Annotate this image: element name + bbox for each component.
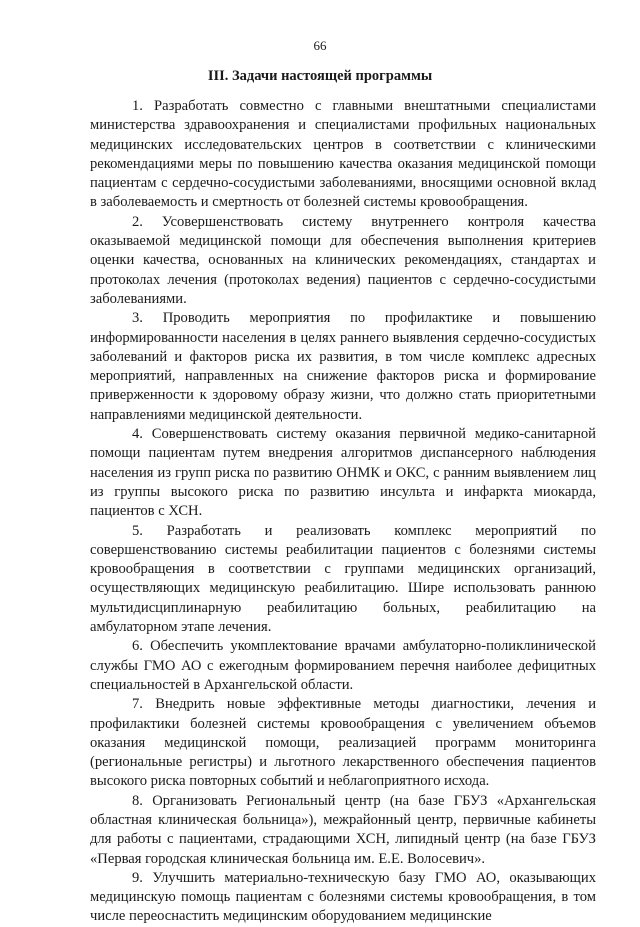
paragraph-6: 6. Обеспечить укомплектование врачами амбулаторно-поликлинической службы ГМО АО с ежегодным формированием перечня наиболее дефицитных специальностей в Архангельской области. — [90, 638, 596, 693]
paragraph-4: 4. Совершенствовать систему оказания первичной медико-санитарной помощи пациентам путем внедрения алгоритмов диспансерного наблюдения населения из групп риска по развитию ОНМК и ОКС, с ранним выявлением лиц из группы высокого риска по развитию инсульта и инфаркта миокарда, пациентов с ХСН. — [90, 426, 596, 520]
paragraph-3: 3. Проводить мероприятия по профилактике и повышению информированности населения в целях раннего выявления сердечно-сосудистых заболеваний и факторов риска их развития, в том числе комплекс адресных мероприятий, направленных на снижение факторов риска и формирование приверженности к здоровому образу жизни, что должно стать приоритетными направлениями медицинской деятельности. — [90, 310, 596, 423]
paragraph-2: 2. Усовершенствовать систему внутреннего контроля качества оказываемой медицинской помощи для обеспечения выполнения критериев оценки качества, основанных на клинических рекомендациях, стандартах и протоколах лечения (протоколах ведения) пациентов с сердечно-сосудистыми заболеваниями. — [90, 213, 596, 307]
paragraph-1: 1. Разработать совместно с главными внештатными специалистами министерства здравоохранения и специалистами профильных национальных медицинских исследовательских центров в соответствии с клиническими рекомендациями меры по повышению качества оказания медицинской помощи пациентам с сердечно-сосудистыми заболеваниями, вносящими основной вклад в заболеваемость и смертность от болезней системы кровообращения. — [90, 98, 596, 211]
paragraph-5: 5. Разработать и реализовать комплекс мероприятий по совершенствованию системы реабилитации пациентов с болезнями системы кровообращения в соответствии с группами медицинских организаций, осуществляющих медицинскую реабилитацию. Шире использовать раннюю мультидисциплинарную реабилитацию больных, реабилитацию на амбулаторном этапе лечения. — [90, 522, 596, 636]
section-title: III. Задачи настоящей программы — [207, 68, 433, 84]
document-body — [90, 97, 596, 927]
paragraph-7: 7. Внедрить новые эффективные методы диагностики, лечения и профилактики болезней системы кровообращения с увеличением объемов оказания медицинской помощи, реализацией программ мониторинга (региональные регистры) и льготного лекарственного обеспечения пациентов высокого риска повторных событий и неблагоприятного исхода. — [90, 696, 596, 790]
paragraph-9: 9. Улучшить материально-техническую базу ГМО АО, оказывающих медицинскую помощь пациентам с болезнями системы кровообращения, в том числе переоснастить медицинским оборудованием медицинские — [90, 869, 596, 925]
paragraph-8: 8. Организовать Региональный центр (на базе ГБУЗ «Архангельская областная клиническая больница»), межрайонный центр, первичные кабинеты для работы с пациентами, страдающими ХСН, липидный центр (на базе ГБУЗ «Первая городская клиническая больница им. Е.Е. Волосевич». — [90, 792, 596, 867]
page-number: 66 — [313, 38, 327, 53]
